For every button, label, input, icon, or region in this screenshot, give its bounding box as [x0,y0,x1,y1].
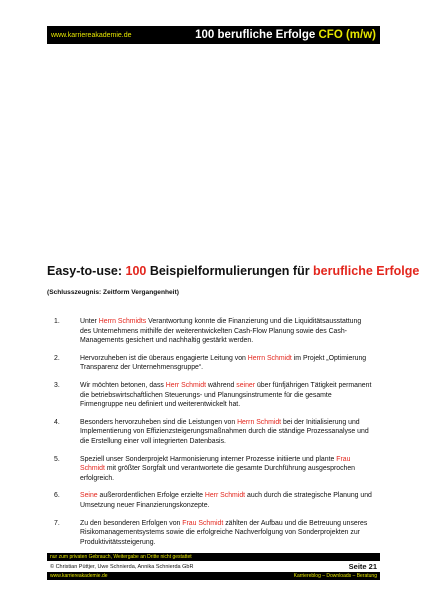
text-segment: Wir möchten betonen, dass [80,381,166,389]
footer-notice-bar [47,553,380,561]
list-item [54,519,374,548]
text-segment: Speziell unser Sonderprojekt Harmonisierung interner Prozesse initiierte und plante [80,455,337,463]
list-item-number: 3. [54,381,60,389]
list-item-text [80,381,374,410]
footer-notice: nur zum privaten Gebrauch, Weitergabe an Dritte nicht gestattet [50,554,192,560]
text-segment: Unter [80,318,99,325]
formulation-list [54,317,374,555]
list-item-number: 4. [54,418,60,426]
text-segment: Zu den besonderen Erfolgen von [80,519,183,527]
text-segment: während [206,381,237,389]
list-item-text [80,418,374,447]
list-item-number: 2. [54,354,60,362]
list-item-text [80,317,374,346]
list-item [54,418,374,447]
highlighted-text: Herrn Schmidt [247,354,292,362]
text-segment: zählten der Aufbau und die Betreuung unseres Risikomanagementsystems sowie die erfolgreiche Nachverfolgung von Sonderprojekten zur Produktivitätssteigerung. [80,519,368,546]
text-segment: Besonders hervorzuheben sind die Leistungen von [80,418,238,426]
highlighted-text: Herr Schmidt [165,381,207,389]
list-item [54,317,374,346]
page-header [47,26,380,44]
main-heading [47,264,419,278]
heading-highlight: berufliche Erfolge [313,264,420,278]
text-segment: über fünfjährigen Tätigkeit permanent die betriebswirtschaftlichen Steuerungs- und Planungsinstrumente für die gesamte Firmengruppe neu definiert und weiterentwickelt hat. [80,381,372,409]
list-item-number: 7. [54,519,60,527]
page-number: Seite 21 [348,562,377,571]
page-footer [47,553,380,580]
footer-copyright: © Christian Püttjer, Uwe Schnierda, Annika Schnierda GbR [50,563,194,570]
list-item [54,491,374,510]
header-title [195,29,376,41]
list-item-number: 1. [54,318,60,325]
footer-links[interactable]: Karriereblog – Downloads – Beratung [293,573,377,579]
list-item-text [80,354,374,373]
heading-prefix: Easy-to-use: [47,264,126,278]
highlighted-text: Seine [80,492,98,500]
list-item-text [80,519,374,548]
list-item [54,354,374,373]
text-segment: bei der Initialisierung und Implementierung von Effizienzsteigerungsmaßnahmen durch die ständige Prozessanalyse und die Erstellung einer voll integrierten Datenbasis. [80,418,369,445]
footer-url[interactable]: www.karriereakademie.de [50,573,108,579]
text-segment: mit größter Sorgfalt und verantwortete die gesamte Durchführung ausgesprochen erfolgreich. [80,465,356,482]
header-title-main: 100 berufliche Erfolge [195,29,319,41]
text-segment: Verantwortung konnte die Finanzierung und die Liquiditätsausstattung des Unternehmens mithilfe der weiterentwickelten Cash-Flow Planung sowie des Cash-Managements gesichert und nachhaltig gestärkt werden. [80,318,362,345]
highlighted-text: Frau Schmidt [80,455,351,473]
footer-link-bar [47,572,380,580]
list-item [54,455,374,484]
list-item [54,381,374,410]
subheading: (Schlusszeugnis: Zeitform Vergangenheit) [47,289,179,296]
text-segment: auch durch die strategische Planung und Umsetzung neuer Finanzierungskonzepte. [80,492,372,509]
highlighted-text: seiner [236,381,256,389]
list-item-text [80,491,374,510]
highlighted-text: Frau Schmidt [182,519,224,527]
highlighted-text: Herrn Schmidts [98,318,147,325]
text-segment: Hervorzuheben ist die überaus engagierte Leitung von [80,354,248,362]
header-title-highlight: CFO (m/w) [318,29,376,41]
list-item-text [80,455,374,484]
highlighted-text: Herr Schmidt [204,492,246,500]
text-segment: im Projekt „Optimierung Transparenz der Unternehmensgruppe“. [80,354,367,372]
list-item-number: 6. [54,492,60,500]
heading-number: 100 [125,264,147,278]
header-url[interactable]: www.karriereakademie.de [51,31,132,39]
heading-middle: Beispielformulierungen für [146,264,314,278]
footer-info [47,561,380,572]
text-segment: außerordentlichen Erfolge erzielte [97,492,205,500]
highlighted-text: Herrn Schmidt [237,418,282,426]
list-item-number: 5. [54,455,60,463]
